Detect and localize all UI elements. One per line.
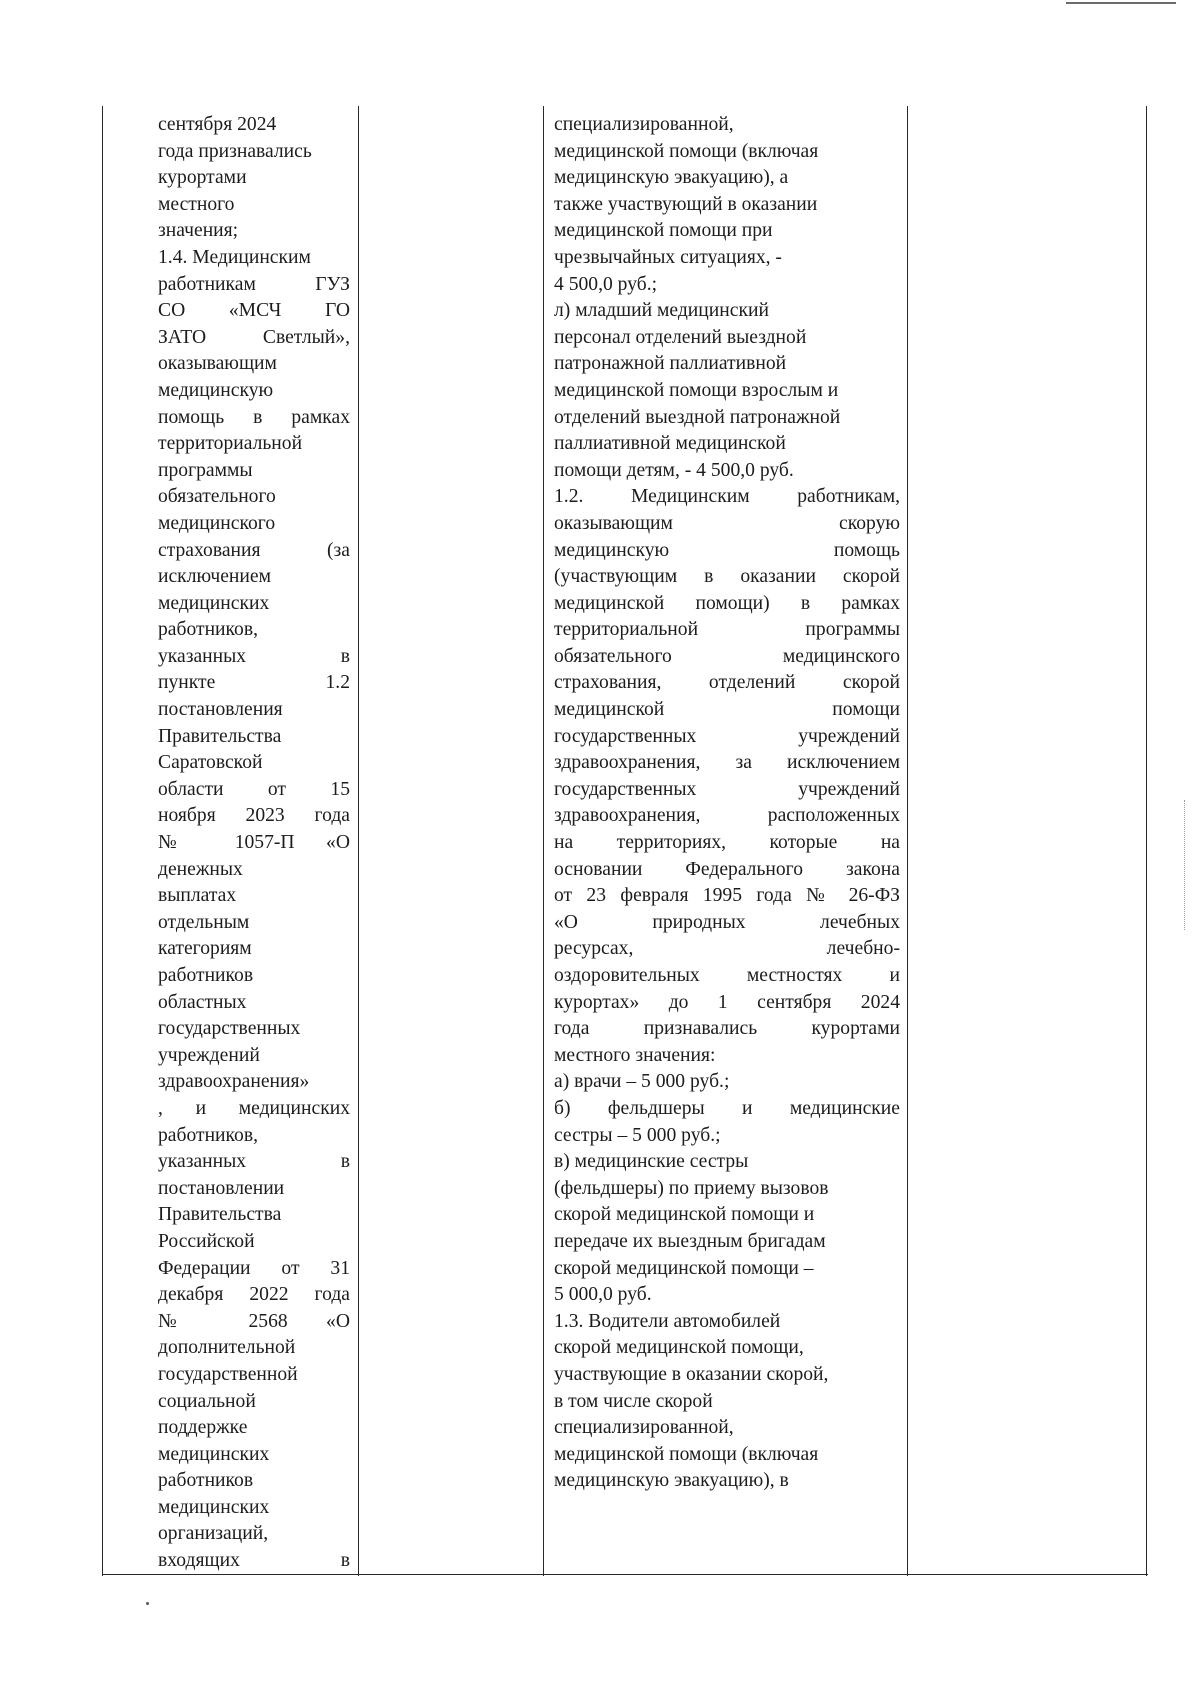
text-line: передаче их выездным бригадам (554, 1230, 826, 1252)
text-line: поддержке (158, 1417, 248, 1439)
text-line: № 2568 «О (158, 1310, 350, 1332)
text-line: скорой медицинской помощи и (554, 1204, 815, 1226)
text-line: работников (158, 965, 254, 986)
text-line: медицинской помощи (включая (554, 140, 819, 162)
text-line: Российской (158, 1230, 255, 1252)
text-line: на территориях, которые на (554, 832, 900, 854)
text-line: участвующие в оказании скорой, (554, 1363, 829, 1385)
text-line: 5 000,0 руб. (554, 1284, 652, 1306)
text-line: пункте 1.2 (158, 672, 350, 694)
text-line: (участвующим в оказании скорой (554, 566, 900, 588)
document-table (102, 106, 1148, 1576)
text-line: курортами (158, 167, 247, 189)
text-line: здравоохранения, расположенных (554, 805, 900, 827)
text-line: года признавались (158, 140, 312, 162)
text-line: указанных в (158, 645, 350, 667)
text-line: б) фельдшеры и медицинские (554, 1097, 900, 1119)
text-line: категориям (158, 938, 252, 960)
text-line: медицинской помощи при (554, 220, 773, 242)
text-line: области от 15 (158, 778, 350, 800)
text-line: специализированной, (554, 1417, 734, 1439)
text-line: Саратовской (158, 752, 263, 774)
text-line: года признавались курортами (554, 1018, 900, 1040)
text-line: здравоохранения, за исключением (554, 752, 900, 774)
text-line: медицинской помощи взрослым и (554, 379, 839, 401)
text-line: местного значения: (554, 1044, 716, 1066)
text-line: сестры – 5 000 руб.; (554, 1124, 721, 1146)
text-line: Правительства (158, 725, 282, 747)
text-line: СО «МСЧ ГО (158, 300, 350, 322)
text-line: денежных (158, 858, 243, 880)
text-line: патронажной паллиативной (554, 353, 787, 375)
text-line: здравоохранения» (158, 1071, 310, 1093)
text-line: паллиативной медицинской (554, 433, 786, 455)
text-line: медицинских (158, 592, 270, 614)
text-line: постановлении (158, 1177, 285, 1199)
text-line: «О природных лечебных (554, 911, 900, 933)
text-line: Правительства (158, 1204, 282, 1226)
text-line: отдельным (158, 911, 250, 933)
text-line: территориальной (158, 433, 303, 455)
text-line: отделений выездной патронажной (554, 406, 841, 428)
table-cell-recipients (158, 112, 350, 1575)
text-line: страхования (за (158, 539, 350, 561)
table-cell-payment-amounts (554, 112, 900, 1495)
text-line: медицинскую помощь (554, 539, 900, 561)
text-line: медицинских (158, 1496, 270, 1518)
text-line: программы (158, 459, 253, 481)
text-line: , и медицинских (158, 1097, 350, 1119)
text-line: оздоровительных местностях и (554, 965, 900, 986)
text-line: областных (158, 991, 247, 1013)
text-line: № 1057-П «О (158, 832, 350, 854)
text-line: л) младший медицинский (554, 300, 769, 322)
text-line: Федерации от 31 (158, 1257, 350, 1279)
table-border-right (1146, 106, 1147, 1576)
text-line: организаций, (158, 1523, 269, 1545)
text-line: скорой медицинской помощи – (554, 1257, 814, 1279)
text-line: (фельдшеры) по приему вызовов (554, 1177, 829, 1199)
text-line: ресурсах, лечебно- (554, 938, 900, 960)
text-line: медицинскую (158, 379, 274, 401)
text-line: основании Федерального закона (554, 858, 900, 880)
text-line: скорой медицинской помощи, (554, 1337, 804, 1359)
text-line: дополнительной (158, 1337, 296, 1359)
text-line: обязательного (158, 486, 276, 508)
text-line: специализированной, (554, 114, 734, 135)
table-column-divider (358, 106, 359, 1576)
text-line: медицинской помощи) в рамках (554, 592, 900, 614)
text-line: работников, (158, 619, 259, 641)
text-line: государственных (158, 1018, 301, 1040)
text-line: оказывающим скорую (554, 512, 900, 534)
text-line: государственных учреждений (554, 778, 900, 800)
text-line: работникам ГУЗ (158, 273, 350, 295)
text-line: а) врачи – 5 000 руб.; (554, 1071, 730, 1093)
text-line: работников, (158, 1124, 259, 1146)
text-line: учреждений (158, 1044, 260, 1066)
table-border-left (102, 106, 103, 1576)
text-line: территориальной программы (554, 619, 900, 641)
text-line: оказывающим (158, 353, 277, 375)
text-line: в том числе скорой (554, 1390, 713, 1412)
text-line: чрезвычайных ситуациях, - (554, 246, 782, 268)
text-line: страхования, отделений скорой (554, 672, 900, 694)
text-line: медицинских (158, 1443, 270, 1465)
scan-artifact-dot (146, 1602, 149, 1605)
text-line: медицинской помощи (554, 699, 900, 721)
text-line: в) медицинские сестры (554, 1151, 749, 1173)
text-line: обязательного медицинского (554, 645, 900, 667)
text-line: персонал отделений выездной (554, 326, 807, 348)
text-line: значения; (158, 220, 239, 242)
text-line: 1.4. Медицинским (158, 246, 311, 268)
text-line: социальной (158, 1390, 256, 1412)
text-line: 1.2. Медицинским работникам, (554, 486, 900, 508)
scan-artifact-edge (1184, 800, 1186, 930)
text-line: помощи детям, - 4 500,0 руб. (554, 459, 794, 481)
text-line: декабря 2022 года (158, 1284, 350, 1306)
scan-artifact-line (1066, 2, 1176, 4)
text-line: государственных учреждений (554, 725, 900, 747)
text-line: также участвующий в оказании (554, 193, 818, 215)
text-line: медицинской помощи (включая (554, 1443, 819, 1465)
text-line: медицинскую эвакуацию), в (554, 1470, 789, 1492)
text-line: исключением (158, 566, 271, 588)
text-line: медицинскую эвакуацию), а (554, 167, 789, 189)
text-line: входящих в (158, 1550, 350, 1572)
text-line: от 23 февраля 1995 года № 26-ФЗ (554, 885, 900, 907)
text-line: сентября 2024 (158, 114, 277, 135)
text-line: 1.3. Водители автомобилей (554, 1310, 781, 1332)
text-line: 4 500,0 руб.; (554, 273, 658, 295)
table-column-divider (907, 106, 908, 1576)
text-line: работников (158, 1470, 254, 1492)
text-line: постановления (158, 699, 283, 721)
text-line: курортах» до 1 сентября 2024 (554, 991, 900, 1013)
text-line: государственной (158, 1363, 298, 1385)
text-line: указанных в (158, 1151, 350, 1173)
text-line: местного (158, 193, 235, 215)
text-line: выплатах (158, 885, 237, 907)
text-line: медицинского (158, 512, 276, 534)
text-line: помощь в рамках (158, 406, 350, 428)
text-line: ЗАТО Светлый», (158, 326, 350, 348)
table-column-divider (543, 106, 544, 1576)
text-line: ноября 2023 года (158, 805, 350, 827)
